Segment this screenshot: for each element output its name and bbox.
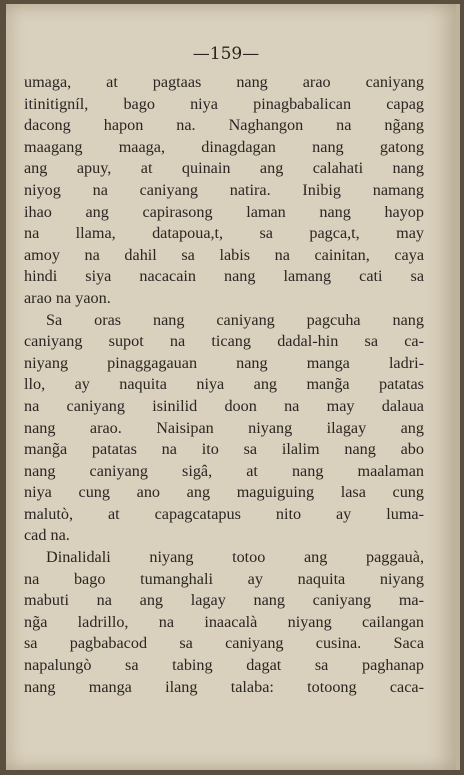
text-line: napalungò sa tabing dagat sa paghanap xyxy=(24,656,424,675)
text-line: ihao ang capirasong laman nang hayop xyxy=(24,202,424,221)
body-text xyxy=(24,72,424,698)
text-line: llo, ay naquita niya ang mang̃a patatas xyxy=(24,375,424,394)
text-line: niyog na caniyang natira. Inibig namang xyxy=(24,180,424,199)
text-line: nang manga ilang talaba: totoong caca- xyxy=(24,677,424,696)
text-line: ng̃a ladrillo, na inaacalà niyang cailangan xyxy=(24,612,424,631)
text-line: umaga, at pagtaas nang arao caniyang xyxy=(24,73,424,91)
text-line: na llama, datapoua,t, sa pagca,t, may xyxy=(24,224,424,243)
text-line: Sa oras nang caniyang pagcuha nang xyxy=(46,310,424,329)
text-line: Dinalidali niyang totoo ang paggauà, xyxy=(46,548,424,567)
text-line: cad na. xyxy=(24,526,70,545)
text-line: maagang maaga, dinagdagan nang gatong xyxy=(24,137,424,156)
text-line: caniyang supot na ticang dadal-hin sa ca- xyxy=(24,332,424,351)
text-line: itinitigníl, bago niya pinagbabalican capag xyxy=(24,94,424,113)
text-line: hindi siya nacacain nang lamang cati sa xyxy=(24,267,424,286)
text-line: niya cung ano ang maguiguing lasa cung xyxy=(24,483,424,502)
page-number: —159— xyxy=(192,44,260,64)
text-line: mang̃a patatas na ito sa ilalim nang abo xyxy=(24,440,424,459)
text-line: arao na yaon. xyxy=(24,288,111,307)
text-line: amoy na dahil sa labis na cainitan, caya xyxy=(24,245,424,264)
text-line: ang apuy, at quinain ang calahati nang xyxy=(24,159,424,178)
text-line: sa pagbabacod sa caniyang cusina. Saca xyxy=(24,634,424,653)
text-line: na bago tumanghali ay naquita niyang xyxy=(24,569,424,588)
text-line: dacong hapon na. Naghangon na ng̃ang xyxy=(24,116,424,135)
text-line: malutò, at capagcatapus nito ay luma- xyxy=(24,504,424,523)
text-line: mabuti na ang lagay nang caniyang ma- xyxy=(24,591,424,610)
text-line: nang caniyang sigâ, at nang maalaman xyxy=(24,461,424,480)
text-line: nang arao. Naisipan niyang ilagay ang xyxy=(24,418,424,437)
text-line: na caniyang isinilid doon na may dalaua xyxy=(24,396,424,415)
text-line: niyang pinaggagauan nang manga ladri- xyxy=(24,353,424,372)
book-page xyxy=(6,4,460,770)
